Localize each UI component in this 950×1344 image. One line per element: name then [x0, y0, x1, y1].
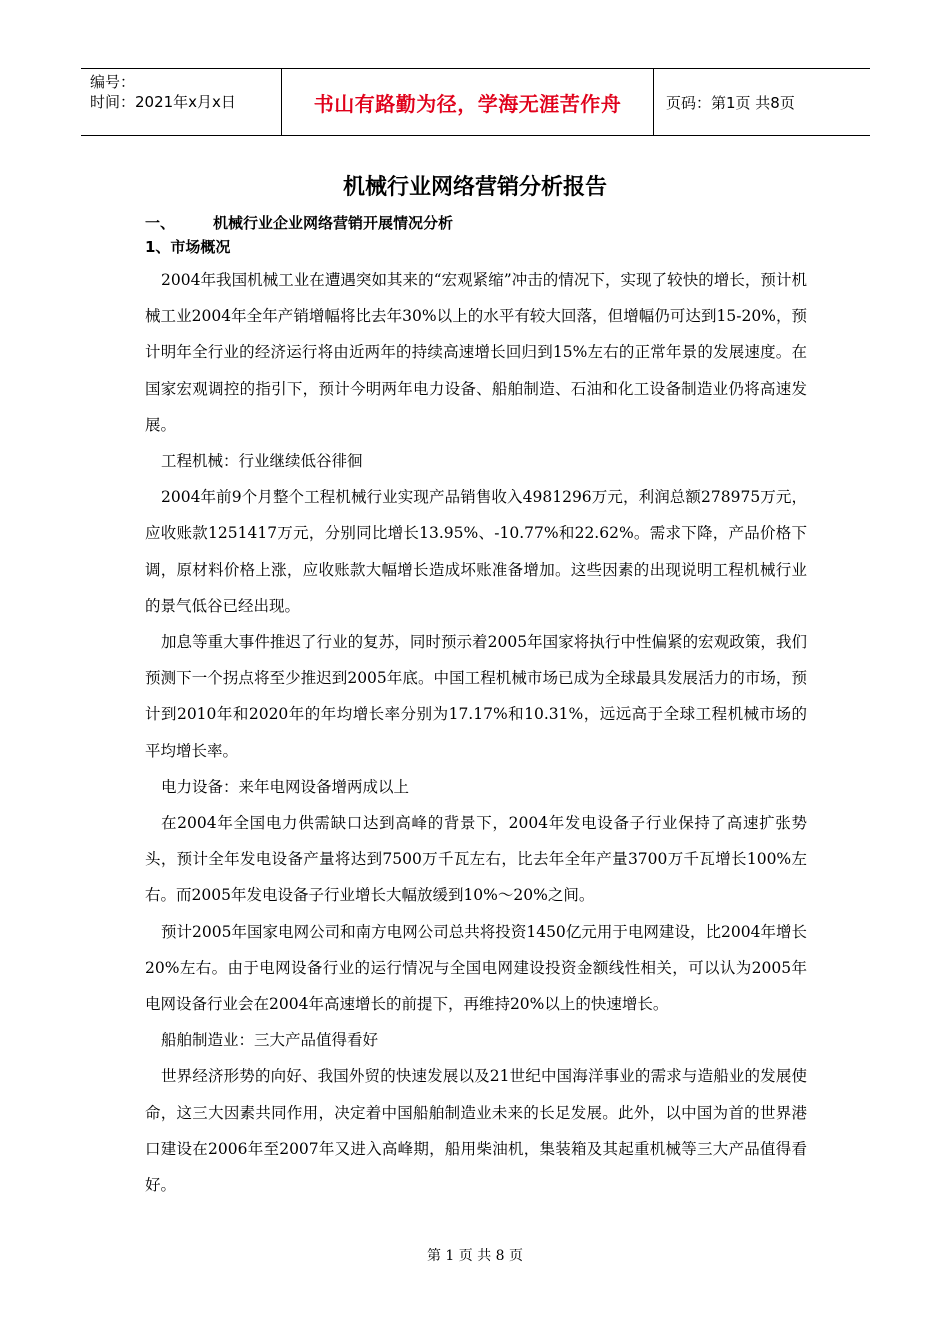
document-title: 机械行业网络营销分析报告: [342, 175, 607, 200]
header-meta-cell: [81, 69, 282, 135]
paragraph: 电力设备：来年电网设备增两成以上: [161, 777, 410, 796]
header-motto: 书山有路勤为径，学海无涯苦作舟: [282, 69, 654, 135]
paragraph: 世界经济形势的向好、我国外贸的快速发展以及21世纪中国海洋事业的需求与造船业的发展使命，这三大因素共同作用，决定着中国船舶制造业未来的长足发展。此外，以中国为首的世界港口建设在2006年至2007年又进入高峰期，船用柴油机，集装箱及其起重机械等三大产品值得看好。: [145, 1067, 807, 1195]
paragraph: 船舶制造业：三大产品值得看好: [161, 1031, 379, 1050]
page-footer: 第 1 页 共 8 页: [426, 1248, 524, 1264]
document-time-label: 时间：2021年x月x日: [90, 93, 236, 111]
header-table: [81, 68, 870, 136]
paragraph: 工程机械：行业继续低谷徘徊: [161, 452, 363, 471]
paragraph: 2004年我国机械工业在遭遇突如其来的“宏观紧缩”冲击的情况下，实现了较快的增长，预计机械工业2004年全年产销增幅将比去年30%以上的水平有较大回落，但增幅仍可达到15-20%，预计明年全行业的经济运行将由近两年的持续高速增长回归到15%左右的正常年景的发展速度。在国家宏观调控的指引下，预计今明两年电力设备、船舶制造、石油和化工设备制造业仍将高速发展。: [145, 271, 807, 434]
document-body: [145, 262, 807, 1203]
paragraph: 加息等重大事件推迟了行业的复苏，同时预示着2005年国家将执行中性偏紧的宏观政策，我们预测下一个拐点将至少推迟到2005年底。中国工程机械市场已成为全球最具发展活力的市场，预计到2010年和2020年的年均增长率分别为17.17%和10.31%，远远高于全球工程机械市场的平均增长率。: [145, 633, 807, 760]
header-page-info: 页码：第1页 共8页: [666, 93, 795, 112]
document-code-label: 编号：: [90, 73, 136, 91]
paragraph: 在2004年全国电力供需缺口达到高峰的背景下，2004年发电设备子行业保持了高速扩张势头，预计全年发电设备产量将达到7500万千瓦左右，比去年全年产量3700万千瓦增长100%左右。而2005年发电设备子行业增长大幅放缓到10%～20%之间。: [145, 814, 807, 905]
section-heading: [145, 212, 453, 233]
paragraph: 2004年前9个月整个工程机械行业实现产品销售收入4981296万元，利润总额278975万元，应收账款1251417万元，分别同比增长13.95%、-10.77%和22.62%。需求下降，产品价格下调，原材料价格上涨，应收账款大幅增长造成坏账准备增加。这些因素的出现说明工程机械行业的景气低谷已经出现。: [145, 488, 807, 615]
subsection-heading: 1、市场概况: [145, 238, 231, 256]
section-number: 一、: [145, 214, 176, 232]
section-title: 机械行业企业网络营销开展情况分析: [213, 214, 454, 232]
paragraph: 预计2005年国家电网公司和南方电网公司总共将投资1450亿元用于电网建设，比2004年增长20%左右。由于电网设备行业的运行情况与全国电网建设投资金额线性相关，可以认为2005年电网设备行业会在2004年高速增长的前提下，再维持20%以上的快速增长。: [145, 922, 807, 1014]
